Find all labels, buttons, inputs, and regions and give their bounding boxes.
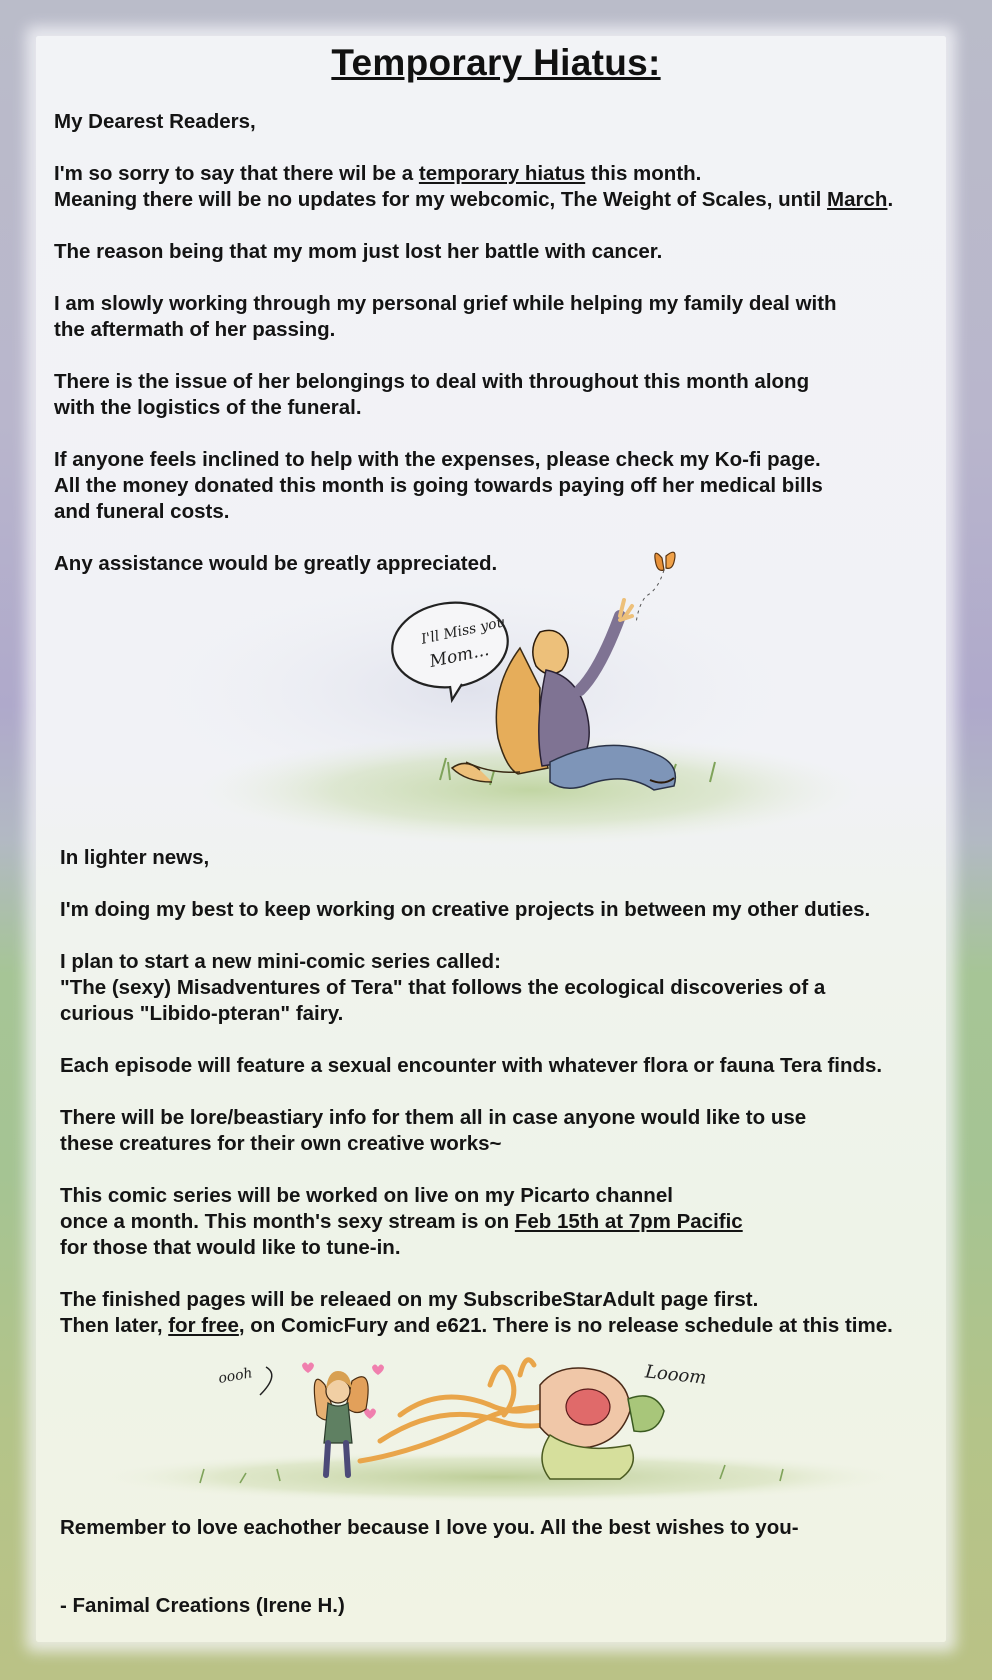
stream-line-1: This comic series will be worked on live on my Picarto channel [60, 1184, 673, 1207]
creative-text: I'm doing my best to keep working on creative projects in between my other duties. [60, 898, 871, 921]
speech-line-2: Mom... [427, 639, 491, 672]
sfx-left-text: oooh [217, 1365, 254, 1387]
signature: - Fanimal Creations (Irene H.) [60, 1594, 345, 1617]
lore-line-1: There will be lore/beastiary info for them all in case anyone would like to use [60, 1106, 807, 1129]
assistance-text: Any assistance would be greatly appreciated. [54, 552, 498, 575]
plan-line-3: curious "Libido-pteran" fairy. [60, 1002, 344, 1025]
plan-line-2: "The (sexy) Misadventures of Tera" that follows the ecological discoveries of a [60, 976, 826, 999]
release-line-2 [60, 1313, 893, 1339]
hiatus-line-2 [54, 187, 893, 213]
temporary-hiatus-emphasis: temporary hiatus [418, 162, 586, 185]
lighter-news: In lighter news, [60, 846, 210, 869]
speech-line-1: I'll Miss you [419, 614, 507, 648]
stream-line-2 [60, 1209, 743, 1235]
grief-line-1: I am slowly working through my personal grief while helping my family deal with [54, 292, 837, 315]
grief-illustration [150, 540, 870, 850]
page-title: Temporary Hiatus: [331, 42, 661, 83]
tentacles [360, 1360, 560, 1461]
grass-strip [100, 1451, 900, 1503]
release-line-1: The finished pages will be releaed on my SubscribeStarAdult page first. [60, 1288, 759, 1311]
march-emphasis: March [827, 188, 888, 211]
lore-line-2: these creatures for their own creative works~ [60, 1132, 502, 1155]
hiatus-text: I'm so sorry to say that there wil be a [54, 162, 419, 185]
hiatus-text: . [887, 188, 894, 211]
stream-line-3: for those that would like to tune-in. [60, 1236, 401, 1259]
stream-text: once a month. This month's sexy stream is on [60, 1210, 515, 1233]
greeting: My Dearest Readers, [54, 110, 256, 133]
sfx-oooh [217, 1365, 272, 1395]
sfx-loom: Looom [644, 1361, 708, 1389]
closing-text: Remember to love eachother because I love you. All the best wishes to you- [60, 1516, 799, 1539]
belongings-line-1: There is the issue of her belongings to deal with throughout this month along [54, 370, 810, 393]
for-free-emphasis: for free [168, 1314, 239, 1337]
grief-line-2: the aftermath of her passing. [54, 318, 336, 341]
kofi-line-2: All the money donated this month is going towards paying off her medical bills [54, 474, 823, 497]
reason-text: The reason being that my mom just lost her battle with cancer. [54, 240, 663, 263]
release-text: , on ComicFury and e621. There is no release schedule at this time. [238, 1314, 893, 1337]
kofi-line-1: If anyone feels inclined to help with the expenses, please check my Ko-fi page. [54, 448, 821, 471]
episode-text: Each episode will feature a sexual encounter with whatever flora or fauna Tera finds. [60, 1054, 883, 1077]
tera-illustration [80, 1345, 900, 1505]
belongings-line-2: with the logistics of the funeral. [54, 396, 362, 419]
hiatus-line-1 [54, 161, 701, 187]
kofi-line-3: and funeral costs. [54, 500, 230, 523]
plan-line-1: I plan to start a new mini-comic series called: [60, 950, 501, 973]
hiatus-text: this month. [585, 162, 702, 185]
stream-date-emphasis: Feb 15th at 7pm Pacific [514, 1210, 743, 1233]
release-text: Then later, [60, 1314, 169, 1337]
hiatus-text: Meaning there will be no updates for my webcomic, The Weight of Scales, until [54, 188, 828, 211]
